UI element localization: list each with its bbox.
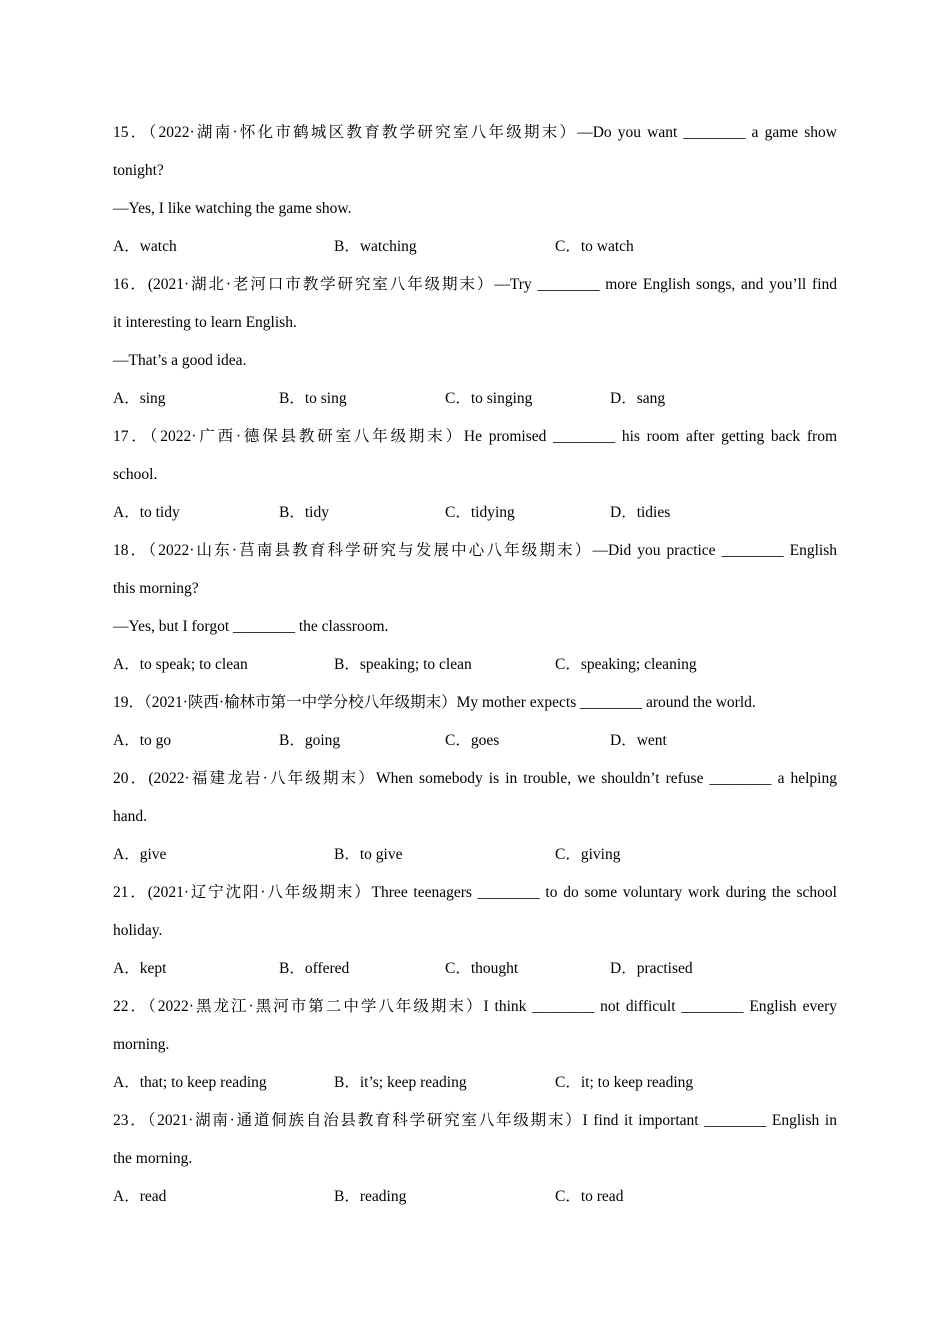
answer-options: [113, 646, 837, 684]
question-23: [113, 1102, 837, 1216]
option-a[interactable]: A．that; to keep reading: [113, 1074, 267, 1091]
option-c[interactable]: C．to read: [555, 1188, 624, 1205]
answer-options: [113, 1178, 837, 1216]
option-a[interactable]: A．to tidy: [113, 504, 180, 521]
option-c[interactable]: C．goes: [445, 732, 500, 749]
option-b[interactable]: B．speaking; to clean: [334, 656, 472, 673]
option-d[interactable]: D．sang: [610, 390, 666, 407]
option-c[interactable]: C．tidying: [445, 504, 515, 521]
question-stem: 17．（2022·广西·德保县教研室八年级期末）He promised ________ his room after getting back from: [113, 428, 837, 445]
question-text-line: school.: [113, 466, 158, 483]
option-b[interactable]: B．reading: [334, 1188, 407, 1205]
option-b[interactable]: B．offered: [279, 960, 350, 977]
option-b[interactable]: B．it’s; keep reading: [334, 1074, 467, 1091]
worksheet-page: [113, 114, 837, 1216]
answer-options: [113, 380, 837, 418]
option-d[interactable]: D．practised: [610, 960, 693, 977]
option-c[interactable]: C．giving: [555, 846, 621, 863]
answer-options: [113, 950, 837, 988]
question-text-line: —Yes, but I forgot ________ the classroom.: [113, 618, 389, 635]
question-stem: 16．(2021·湖北·老河口市教学研究室八年级期末）—Try ________ more English songs, and you’ll find: [113, 276, 837, 293]
question-20: [113, 760, 837, 874]
question-text-line: the morning.: [113, 1150, 193, 1167]
option-a[interactable]: A．to go: [113, 732, 172, 749]
question-text-line: tonight?: [113, 162, 164, 179]
question-stem: 18．（2022·山东·莒南县教育科学研究与发展中心八年级期末）—Did you practice ________ English: [113, 542, 837, 559]
question-text-line: this morning?: [113, 580, 199, 597]
question-15: [113, 114, 837, 266]
question-text-line: hand.: [113, 808, 148, 825]
answer-options: [113, 1064, 837, 1102]
question-19: [113, 684, 837, 760]
option-b[interactable]: B．to sing: [279, 390, 347, 407]
question-21: [113, 874, 837, 988]
option-c[interactable]: C．thought: [445, 960, 519, 977]
question-stem: 23．（2021·湖南·通道侗族自治县教育科学研究室八年级期末）I find it important ________ English in: [113, 1112, 837, 1129]
option-a[interactable]: A．sing: [113, 390, 166, 407]
option-b[interactable]: B．tidy: [279, 504, 329, 521]
question-stem: 20．(2022·福建龙岩·八年级期末）When somebody is in trouble, we shouldn’t refuse ________ a helping: [113, 770, 837, 787]
option-d[interactable]: D．went: [610, 732, 667, 749]
question-stem: 21．(2021·辽宁沈阳·八年级期末）Three teenagers ________ to do some voluntary work during the school: [113, 884, 837, 901]
answer-options: [113, 722, 837, 760]
option-c[interactable]: C．to singing: [445, 390, 533, 407]
option-b[interactable]: B．watching: [334, 238, 417, 255]
question-text-line: morning.: [113, 1036, 170, 1053]
question-stem: 15．（2022·湖南·怀化市鹤城区教育教学研究室八年级期末）—Do you want ________ a game show: [113, 124, 837, 141]
option-d[interactable]: D．tidies: [610, 504, 671, 521]
question-18: [113, 532, 837, 684]
question-17: [113, 418, 837, 532]
option-c[interactable]: C．to watch: [555, 238, 634, 255]
question-text-line: holiday.: [113, 922, 163, 939]
answer-options: [113, 836, 837, 874]
question-text-line: it interesting to learn English.: [113, 314, 297, 331]
answer-options: [113, 228, 837, 266]
answer-options: [113, 494, 837, 532]
option-b[interactable]: B．to give: [334, 846, 403, 863]
question-text-line: —Yes, I like watching the game show.: [113, 200, 352, 217]
option-a[interactable]: A．to speak; to clean: [113, 656, 248, 673]
option-a[interactable]: A．watch: [113, 238, 177, 255]
question-stem: 19．（2021·陕西·榆林市第一中学分校八年级期末）My mother expects ________ around the world.: [113, 694, 756, 711]
question-22: [113, 988, 837, 1102]
option-c[interactable]: C．it; to keep reading: [555, 1074, 694, 1091]
option-b[interactable]: B．going: [279, 732, 341, 749]
question-text-line: —That’s a good idea.: [113, 352, 247, 369]
option-a[interactable]: A．read: [113, 1188, 167, 1205]
question-16: [113, 266, 837, 418]
question-stem: 22．（2022·黑龙江·黑河市第二中学八年级期末）I think ________ not difficult ________ English every: [113, 998, 837, 1015]
option-a[interactable]: A．give: [113, 846, 167, 863]
option-a[interactable]: A．kept: [113, 960, 167, 977]
option-c[interactable]: C．speaking; cleaning: [555, 656, 697, 673]
